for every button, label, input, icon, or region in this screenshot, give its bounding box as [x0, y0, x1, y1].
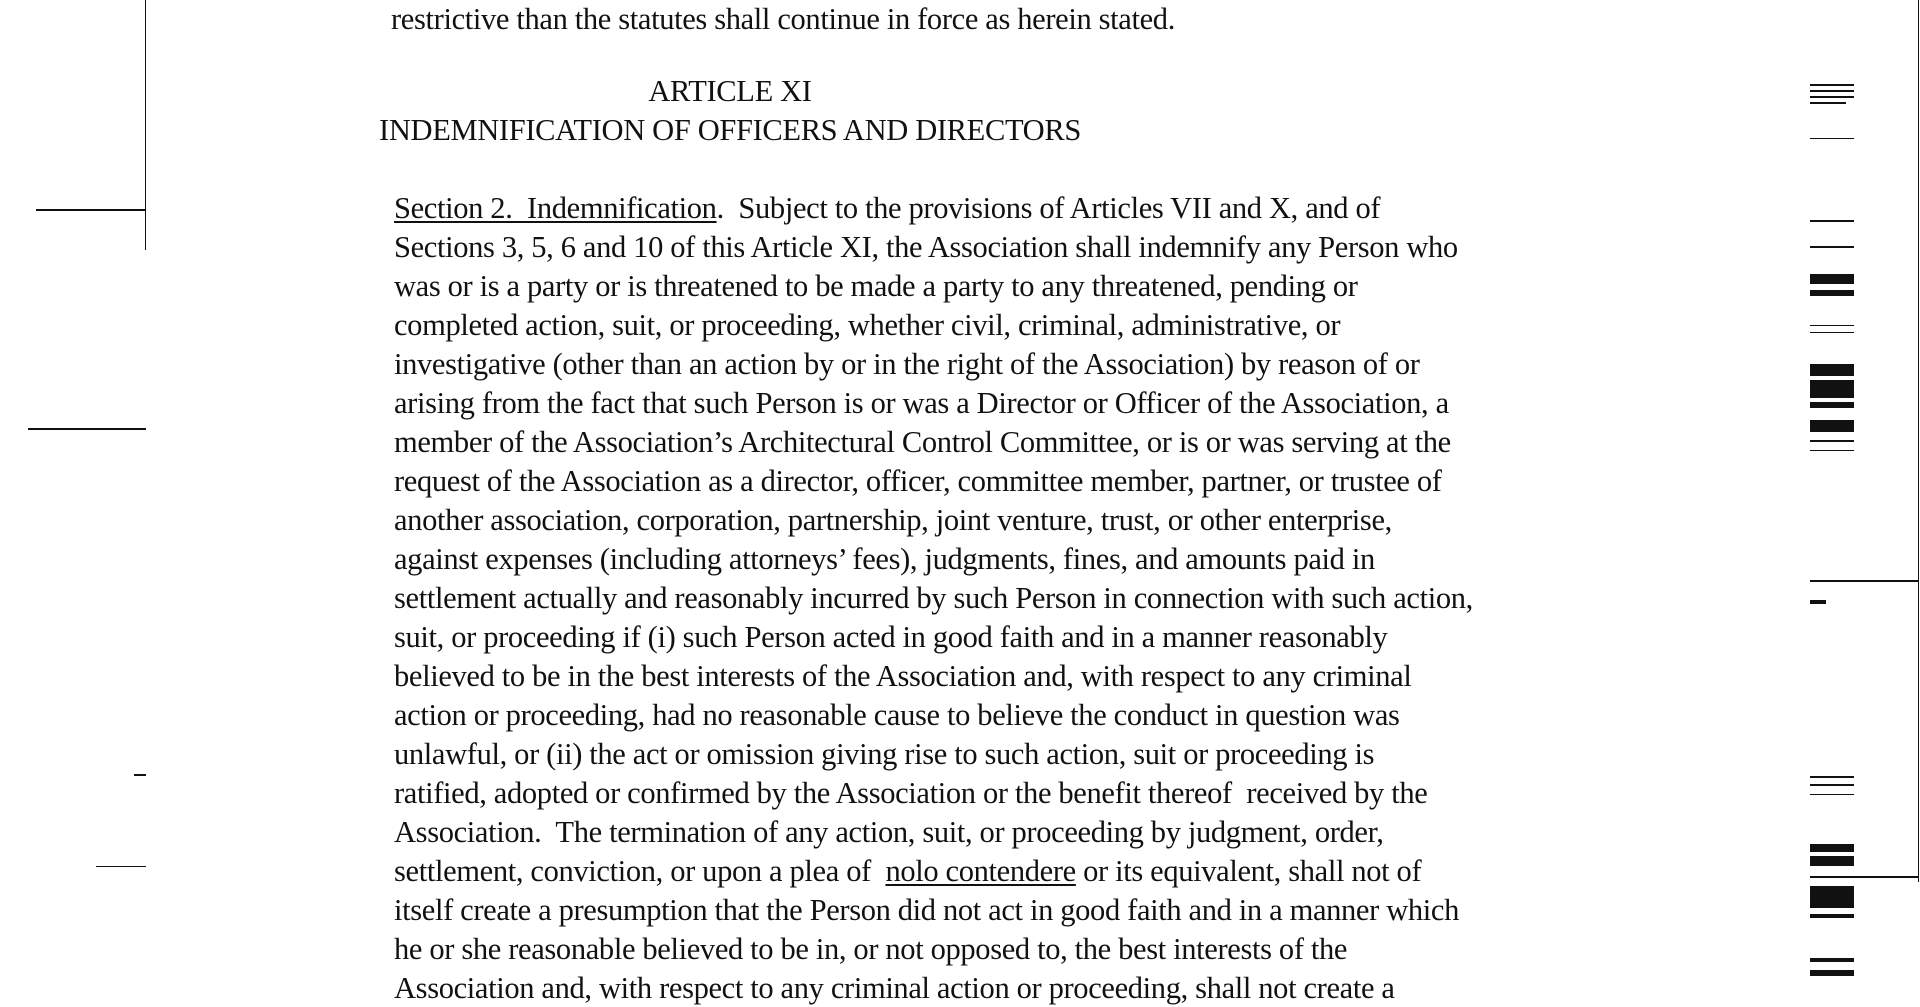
- scan-artifact-mark: [1810, 450, 1854, 451]
- scan-artifact-mark: [1810, 914, 1854, 918]
- scan-artifact-mark: [1810, 138, 1854, 139]
- latin-term: nolo contendere: [885, 854, 1076, 888]
- document-text-line: was or is a party or is threatened to be made a party to any threatened, pending or: [394, 269, 1358, 303]
- section-text: . Subject to the provisions of Articles VII and X, and of: [716, 191, 1381, 225]
- scan-artifact-mark: [1810, 90, 1854, 92]
- document-text-line: action or proceeding, had no reasonable cause to believe the conduct in question was: [394, 698, 1400, 732]
- document-text-line: member of the Association’s Architectural Control Committee, or is or was serving at the: [394, 425, 1451, 459]
- scan-artifact-mark: [28, 428, 146, 430]
- scan-artifact-mark: [1918, 0, 1919, 882]
- document-text-line: Sections 3, 5, 6 and 10 of this Article XI, the Association shall indemnify any Person who: [394, 230, 1458, 264]
- scan-artifact-mark: [1810, 440, 1854, 442]
- scan-artifact-mark: [1810, 220, 1854, 222]
- scan-artifact-mark: [1810, 290, 1854, 296]
- section-first-line: [394, 189, 1380, 227]
- document-text-line: [394, 852, 1421, 890]
- scan-artifact-mark: [1810, 958, 1854, 962]
- document-text-line: itself create a presumption that the Person did not act in good faith and in a manner which: [394, 893, 1459, 927]
- scan-artifact-mark: [134, 774, 146, 776]
- document-text-line: completed action, suit, or proceeding, whether civil, criminal, administrative, or: [394, 308, 1341, 342]
- scan-artifact-mark: [1810, 876, 1918, 878]
- scan-artifact-mark: [1810, 325, 1854, 326]
- scan-artifact-mark: [96, 866, 146, 867]
- scan-artifact-mark: [1810, 970, 1854, 976]
- document-text-line: ratified, adopted or confirmed by the Association or the benefit thereof received by the: [394, 776, 1428, 810]
- scan-artifact-mark: [1810, 776, 1854, 778]
- scan-artifact-mark: [1810, 102, 1846, 104]
- document-text-line: Association. The termination of any action, suit, or proceeding by judgment, order,: [394, 815, 1384, 849]
- document-text-line: arising from the fact that such Person is or was a Director or Officer of the Association, a: [394, 386, 1449, 420]
- scan-artifact-mark: [1810, 844, 1854, 852]
- article-title-heading: INDEMNIFICATION OF OFFICERS AND DIRECTORS: [379, 113, 1081, 147]
- document-text-line: against expenses (including attorneys’ fees), judgments, fines, and amounts paid in: [394, 542, 1375, 576]
- scan-artifact-mark: [1810, 784, 1854, 786]
- scan-artifact-mark: [1810, 84, 1854, 86]
- scan-artifact-mark: [1810, 274, 1854, 284]
- article-number-heading: ARTICLE XI: [648, 74, 812, 108]
- scan-artifact-mark: [1810, 886, 1854, 908]
- plea-text-after: or its equivalent, shall not of: [1075, 854, 1422, 888]
- scan-artifact-mark: [1810, 380, 1854, 398]
- scan-artifact-mark: [1810, 332, 1854, 333]
- scan-artifact-mark: [1810, 420, 1854, 432]
- section-heading: Section 2. Indemnification: [394, 191, 717, 225]
- document-text-line: suit, or proceeding if (i) such Person acted in good faith and in a manner reasonably: [394, 620, 1388, 654]
- plea-text-before: settlement, conviction, or upon a plea of: [394, 854, 886, 888]
- document-text-line: another association, corporation, partnership, joint venture, trust, or other enterprise,: [394, 503, 1392, 537]
- document-text-line: he or she reasonable believed to be in, or not opposed to, the best interests of the: [394, 932, 1348, 966]
- scan-artifact-mark: [1810, 402, 1854, 408]
- scan-artifact-mark: [1810, 600, 1826, 604]
- scan-artifact-mark: [1810, 794, 1854, 795]
- scan-artifact-mark: [36, 209, 145, 211]
- document-text-line: settlement actually and reasonably incurred by such Person in connection with such action,: [394, 581, 1473, 615]
- document-text-line: Association and, with respect to any criminal action or proceeding, shall not create a: [394, 971, 1395, 1005]
- scan-artifact-mark: [1810, 96, 1854, 98]
- scan-artifact-mark: [1810, 246, 1854, 248]
- scan-artifact-mark: [1810, 856, 1854, 866]
- document-text-line: investigative (other than an action by or in the right of the Association) by reason of or: [394, 347, 1420, 381]
- document-text-line: believed to be in the best interests of the Association and, with respect to any criminal: [394, 659, 1412, 693]
- scan-artifact-mark: [1810, 580, 1918, 582]
- scan-artifact-mark: [1810, 364, 1854, 376]
- document-text-line: unlawful, or (ii) the act or omission giving rise to such action, suit or proceeding is: [394, 737, 1375, 771]
- document-text-line: request of the Association as a director, officer, committee member, partner, or trustee of: [394, 464, 1442, 498]
- document-text-line: restrictive than the statutes shall continue in force as herein stated.: [391, 2, 1175, 36]
